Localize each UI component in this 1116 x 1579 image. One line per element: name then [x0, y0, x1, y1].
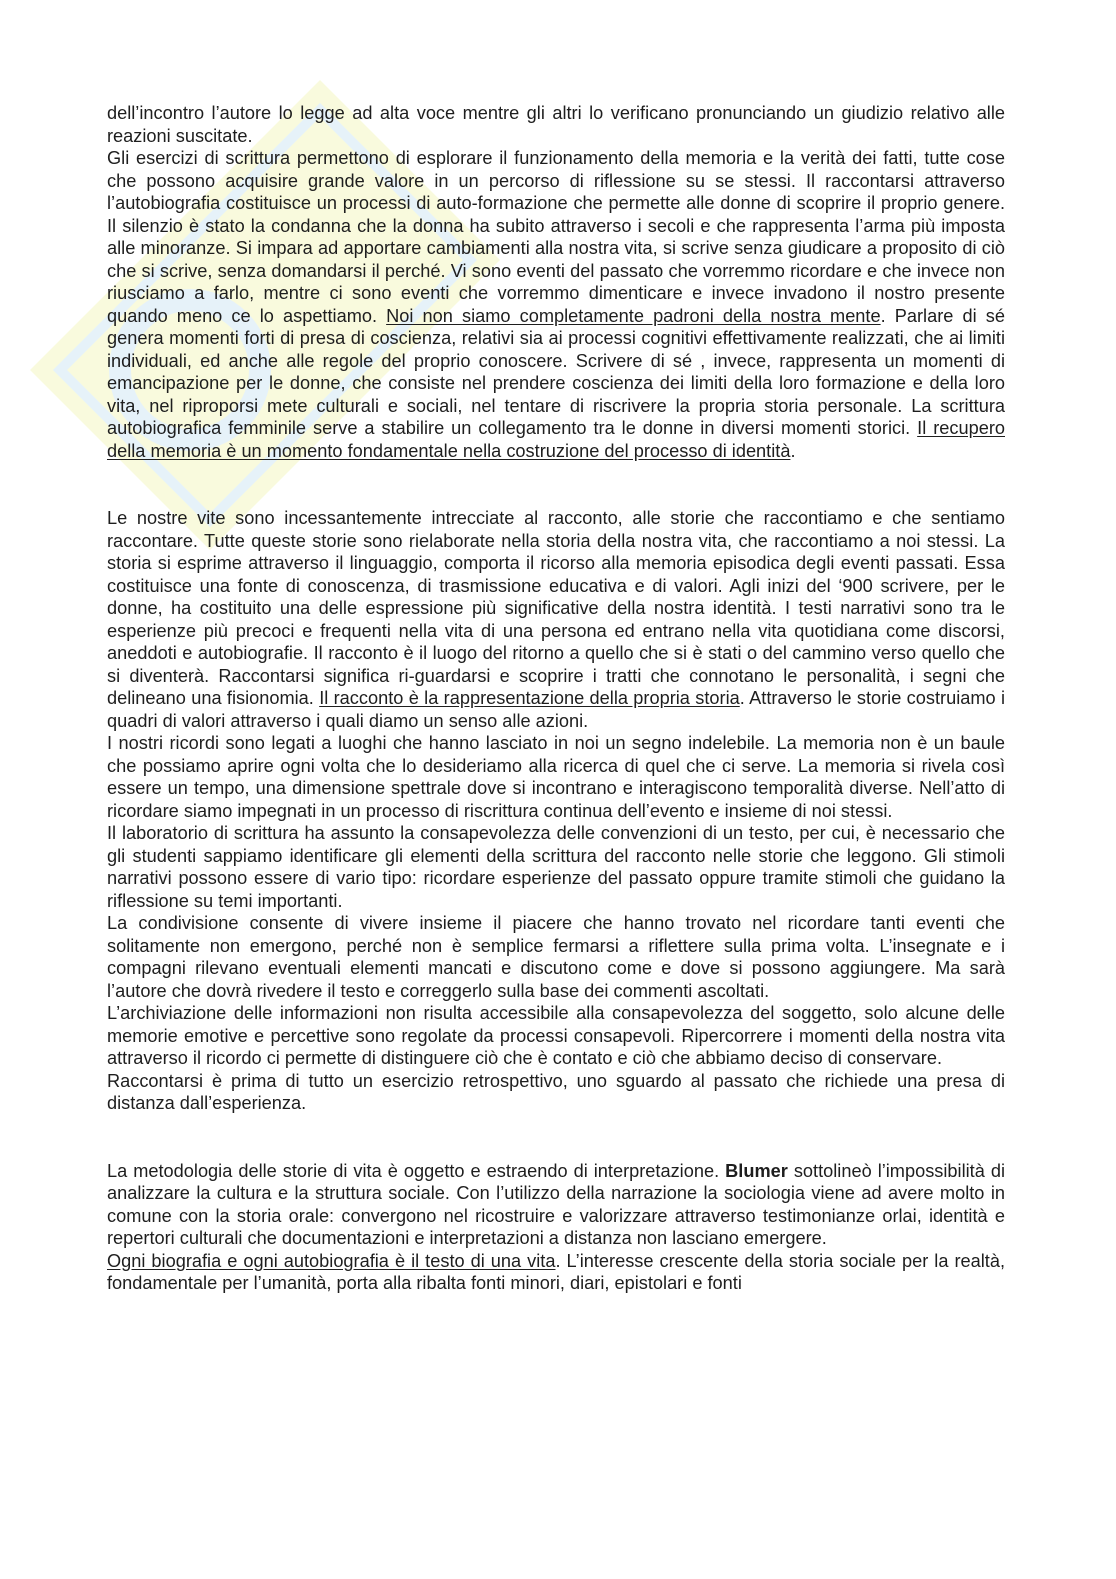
paragraph [107, 147, 1005, 462]
paragraph-text: La condivisione consente di vivere insieme il piacere che hanno trovato nel ricordare tanti eventi che solitamente non emergono, perché non è semplice fermarsi a riflettere sulla prima volta. L’insegnate e i compagni rilevano eventuali elementi mancati e discutono come e dove si possono aggiungere. Ma sarà l’autore che dovrà rivedere il testo e correggerlo sulla base dei commenti ascoltati. [107, 913, 1005, 1001]
paragraph [107, 822, 1005, 912]
paragraph-text: dell’incontro l’autore lo legge ad alta voce mentre gli altri lo verificano pronunciando un giudizio relativo alle reazioni suscitate. [107, 103, 1005, 146]
paragraph-text: . Parlare di sé genera momenti forti di presa di coscienza, relativi sia ai processi cognitivi effettivamente realizzati, che ai limiti individuali, ed anche alle regole del proprio conoscere. Scrivere di sé , invece, rappresenta un momenti di emancipazione per le donne, che consiste nel prendere coscienza dei limiti della loro formazione e della loro vita, nel riproporsi mete culturali e sociali, nel tentare di riscrivere la propria storia personale. La scrittura autobiografica femminile serve a stabilire un collegamento tra le donne in diversi momenti storici. [107, 305, 1005, 438]
paragraph-text: Il laboratorio di scrittura ha assunto la consapevolezza delle convenzioni di un testo, per cui, è necessario che gli studenti sappiamo identificare gli elementi della scrittura del racconto nelle storie che leggono. Gli stimoli narrativi possono essere di vario tipo: ricordare esperienze del passato oppure tramite stimoli che guidano la riflessione su temi importanti. [107, 823, 1005, 911]
paragraph-text: Raccontarsi è prima di tutto un esercizio retrospettivo, uno sguardo al passato che richiede una presa di distanza dall’esperienza. [107, 1070, 1005, 1113]
underlined-phrase: Il racconto è la rappresentazione della propria storia [319, 688, 740, 708]
paragraph [107, 1070, 1005, 1115]
paragraph-text: La metodologia delle storie di vita è oggetto e estraendo di interpretazione. [107, 1160, 726, 1181]
paragraph [107, 507, 1005, 732]
paragraph [107, 1250, 1005, 1295]
paragraph-text: Gli esercizi di scrittura permettono di esplorare il funzionamento della memoria e la verità dei fatti, tutte cose che possono acquisire grande valore in un percorso di riflessione su se stessi. Il raccontarsi attraverso l’autobiografia costituisce un processi di auto-formazione che permette alle donne di scoprire il proprio genere. Il silenzio è stato la condanna che la donna ha subito attraverso i secoli e che rappresenta l’arma più imposta alle minoranze. Si impara ad apportare cambiamenti alla nostra vita, si scrive senza giudicare a proposito di ciò che si scrive, senza domandarsi il perché. Vi sono eventi del passato che vorremmo ricordare e che invece non riusciamo a farlo, mentre ci sono eventi che vorremmo dimenticare e invece invadono il nostro presente quando meno ce lo aspettiamo. [107, 148, 1005, 326]
bold-name: Blumer [725, 1160, 788, 1181]
spacer [107, 462, 1005, 507]
underlined-phrase: Ogni biografia e ogni autobiografia è il testo di una vita [107, 1250, 556, 1271]
paragraph [107, 1160, 1005, 1250]
paragraph-text: I nostri ricordi sono legati a luoghi che hanno lasciato in noi un segno indelebile. La memoria non è un baule che possiamo aprire ogni volta che lo desideriamo alla ricerca di quel che ci serve. La memoria si rivela così essere un tempo, una dimensione spettrale dove si incontrano e interagiscono temporalità diverse. Nell’atto di ricordare siamo impegnati in un processo di riscrittura continua dell’evento e insieme di noi stessi. [107, 733, 1005, 821]
paragraph [107, 102, 1005, 147]
paragraph-text: . Attraverso le storie costruiamo i quadri di valori attraverso i quali diamo un senso alle azioni. [107, 688, 1005, 731]
paragraph [107, 1002, 1005, 1070]
paragraph-text: . L’interesse crescente della storia sociale per la realtà, fondamentale per l’umanità, porta alla ribalta fonti minori, diari, epistolari e fonti [107, 1250, 1005, 1293]
underlined-phrase: Noi non siamo completamente padroni della nostra mente [386, 305, 881, 326]
underlined-phrase: Il recupero della memoria è un momento fondamentale nella costruzione del processo di identità [107, 418, 1005, 461]
spacer [107, 1115, 1005, 1160]
paragraph [107, 912, 1005, 1002]
paragraph-text: . [790, 440, 796, 461]
paragraph-text: Le nostre vite sono incessantemente intrecciate al racconto, alle storie che raccontiamo e che sentiamo raccontare. Tutte queste storie sono rielaborate nella storia della nostra vita, che raccontiamo a noi stessi. La storia si esprime attraverso il linguaggio, comporta il ricorso alla memoria episodica degli eventi passati. Essa costituisce una fonte di conoscenza, di trasmissione educativa e di valori. Agli inizi del ‘900 scrivere, per le donne, ha costituito una delle espressione più significative della nostra identità. I testi narrativi sono tra le esperienze più precoci e frequenti nella vita di una persona ed entrano nella vita quotidiana come discorsi, aneddoti e autobiografie. Il racconto è il luogo del ritorno a quello che si è stati o del cammino verso quello che si diventerà. Raccontarsi significa ri-guardarsi e scoprire i tratti che connotano le personalità, i segni che delineano una fisionomia. [107, 508, 1005, 708]
document-body [107, 102, 1005, 1295]
paragraph-text: sottolineò l’impossibilità di analizzare la cultura e la struttura sociale. Con l’utilizzo della narrazione la sociologia viene ad avere molto in comune con la storia orale: convergono nel ricostruire e valorizzare attraverso testimonianze orlai, identità e repertori culturali che documentazioni e interpretazioni a distanza non lasciano emergere. [107, 1160, 1005, 1248]
paragraph [107, 732, 1005, 822]
paragraph-text: L’archiviazione delle informazioni non risulta accessibile alla consapevolezza del soggetto, solo alcune delle memorie emotive e percettive sono regolate da processi consapevoli. Ripercorrere i momenti della nostra vita attraverso il ricordo ci permette di distinguere ciò che è contato e ciò che abbiamo deciso di conservare. [107, 1003, 1005, 1068]
